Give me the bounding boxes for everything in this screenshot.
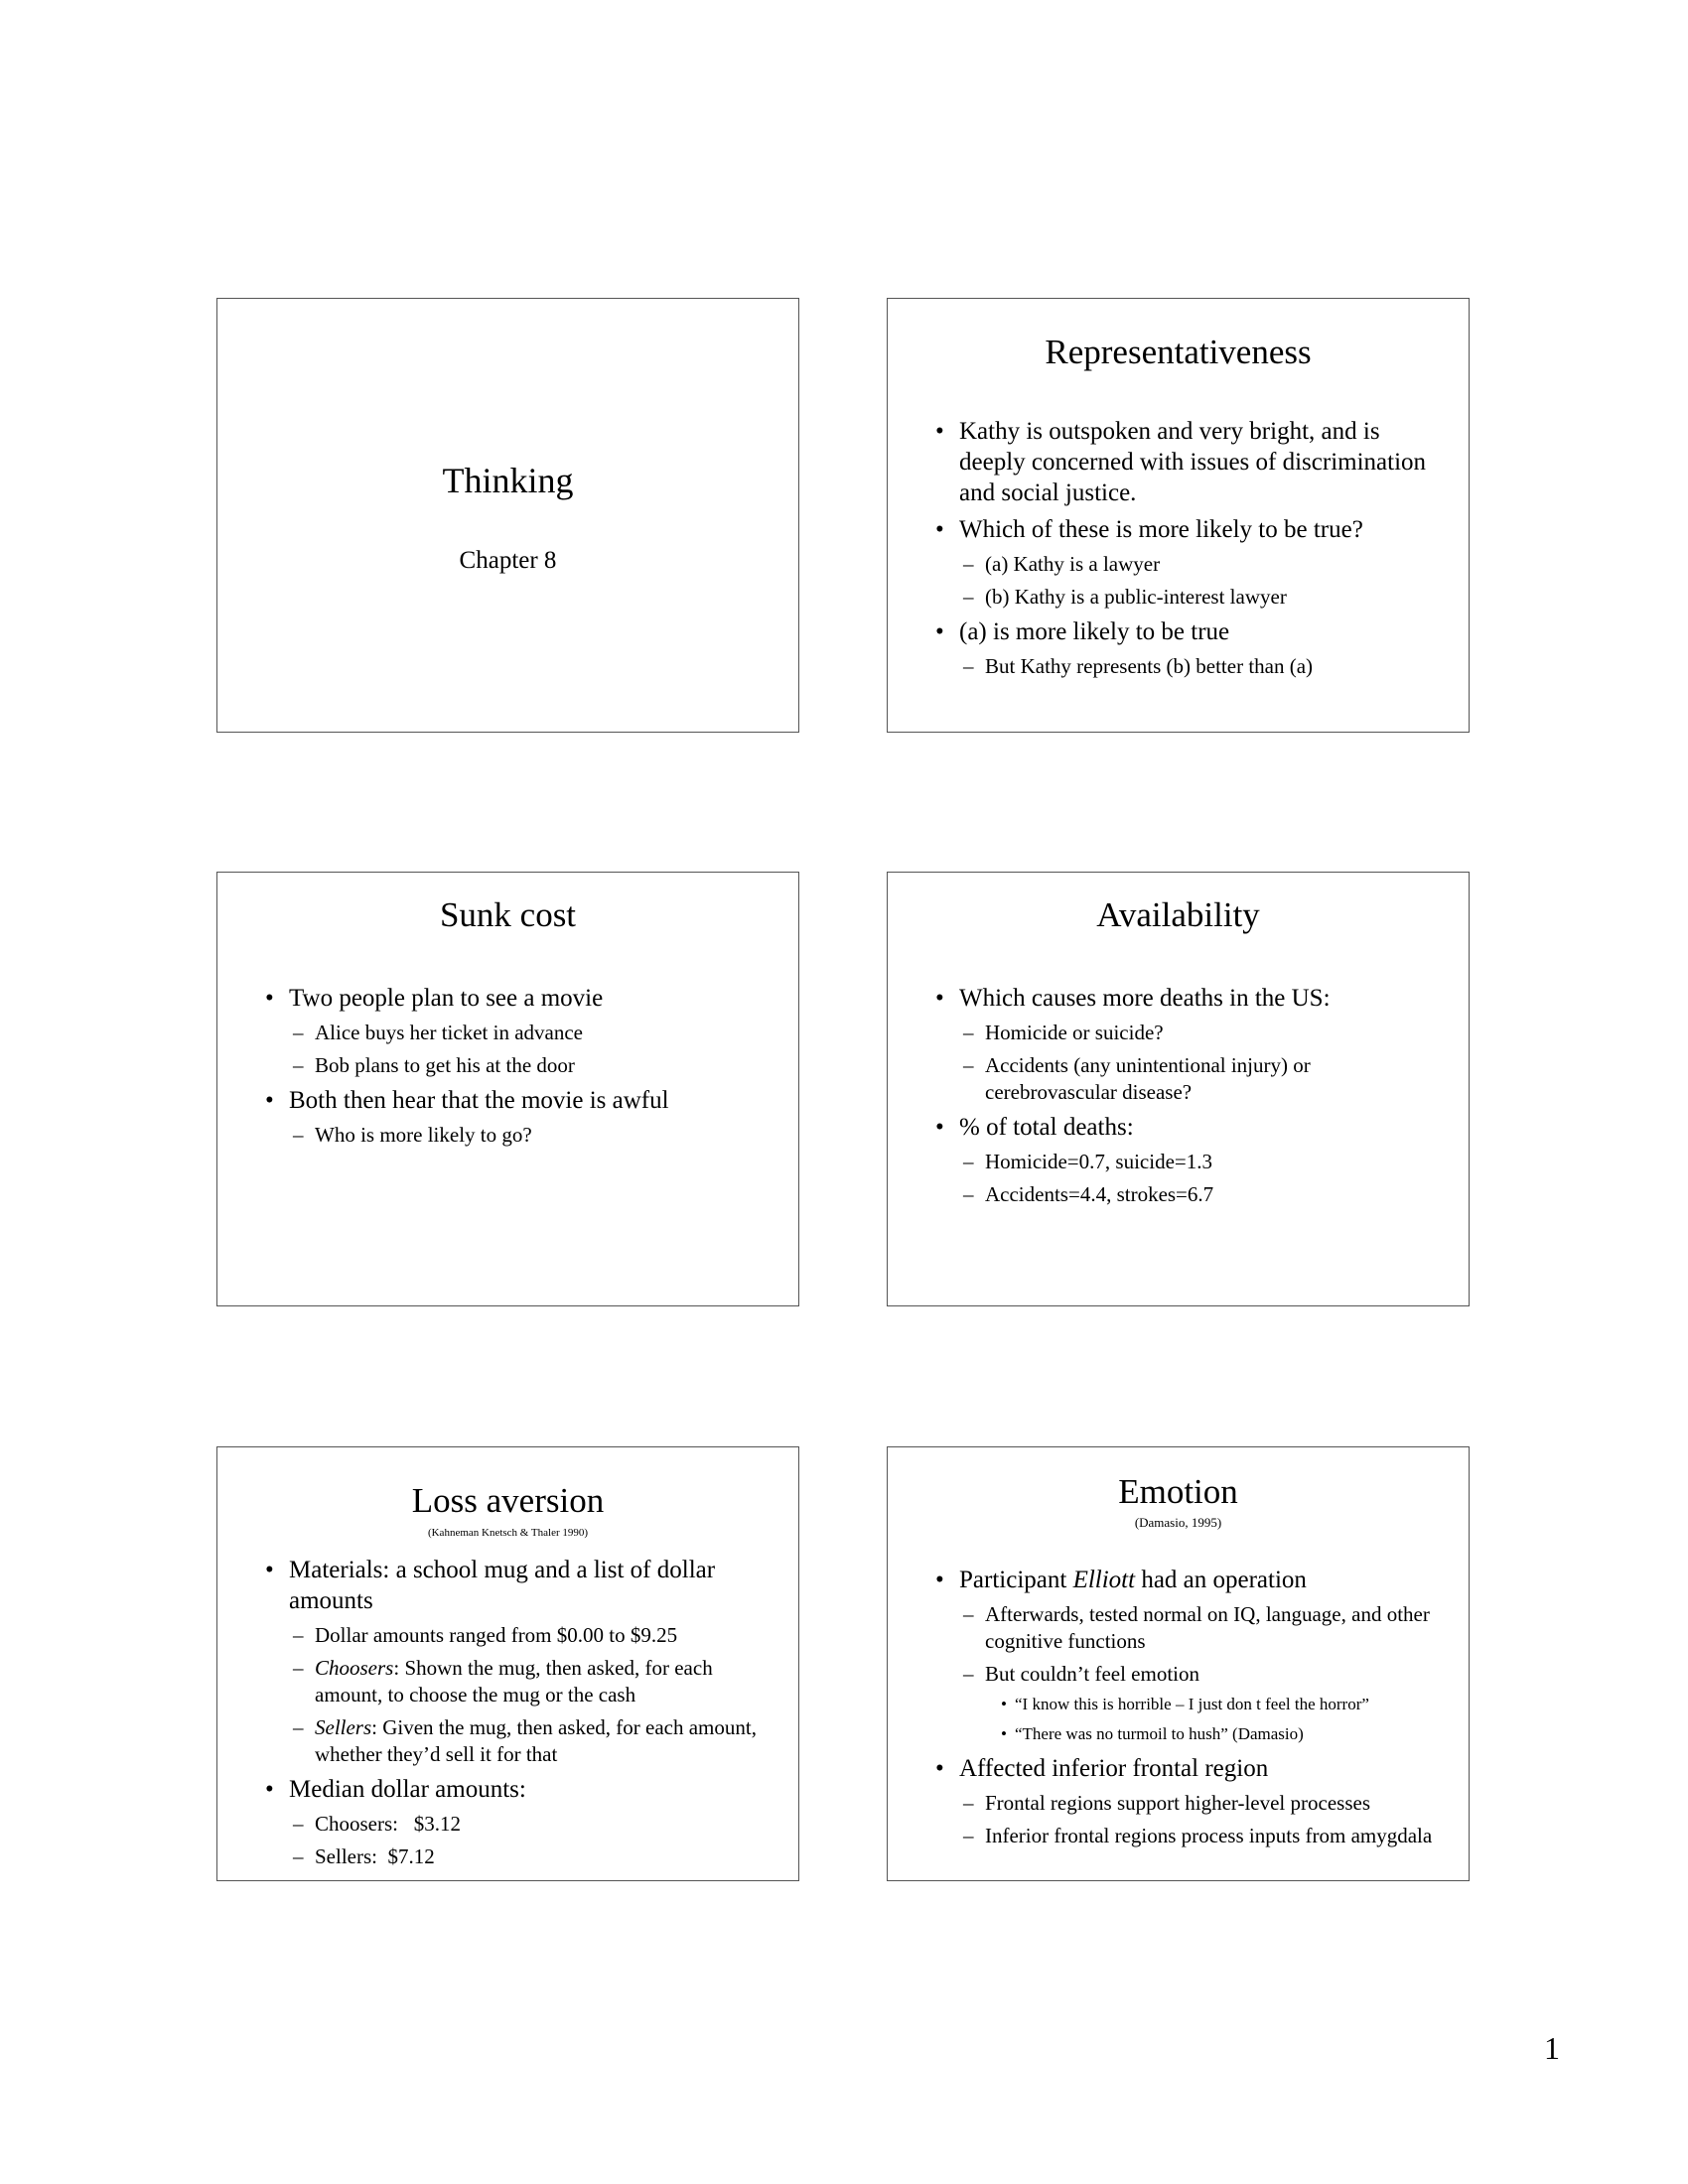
slide-title: Representativeness xyxy=(1045,333,1312,371)
sub-bullet: – But couldn’t feel emotion xyxy=(963,1662,1199,1686)
sub-bullet: – Sellers: Given the mug, then asked, for each amount, whether they’d sell it for that xyxy=(293,1715,757,1766)
bullet: • Median dollar amounts: xyxy=(265,1776,526,1803)
sub-bullet: – (b) Kathy is a public-interest lawyer xyxy=(963,585,1287,609)
sub-bullet: – Homicide=0.7, suicide=1.3 xyxy=(963,1150,1212,1173)
slide-thinking xyxy=(216,298,799,733)
sub-bullet: – Choosers: $3.12 xyxy=(293,1812,461,1836)
slide-body xyxy=(935,1565,1445,1855)
slide-title: Sunk cost xyxy=(439,895,577,934)
sub-bullet: – Afterwards, tested normal on IQ, language, and other cognitive functions xyxy=(963,1602,1430,1653)
slide-title: Emotion xyxy=(1118,1472,1238,1511)
sub-bullet: – Bob plans to get his at the door xyxy=(293,1053,575,1077)
slide-title: Loss aversion xyxy=(411,1481,605,1520)
bullet: • Both then hear that the movie is awful xyxy=(265,1087,669,1114)
slide-title: Availability xyxy=(1096,895,1260,934)
slide-body xyxy=(265,1555,774,1876)
sub-bullet: – (a) Kathy is a lawyer xyxy=(963,552,1161,576)
sub-bullet: – Accidents (any unintentional injury) or cerebrovascular disease? xyxy=(963,1053,1311,1104)
bullet: • Materials: a school mug and a list of dollar amounts xyxy=(265,1557,716,1614)
slide-subtitle: Chapter 8 xyxy=(459,547,557,574)
quote-item: • “There was no turmoil to hush” (Damasio) xyxy=(1001,1724,1304,1743)
slide-title: Thinking xyxy=(442,461,574,500)
slide-body xyxy=(935,416,1445,686)
sub-bullet: – Inferior frontal regions process inputs from amygdala xyxy=(963,1824,1433,1847)
bullet: • Two people plan to see a movie xyxy=(265,985,604,1012)
sub-bullet: – Frontal regions support higher-level processes xyxy=(963,1791,1370,1815)
bullet: • Participant Elliott had an operation xyxy=(935,1567,1307,1593)
slide-sunk-cost xyxy=(216,872,799,1306)
sub-bullet: – Accidents=4.4, strokes=6.7 xyxy=(963,1182,1214,1206)
slide-representativeness xyxy=(887,298,1470,733)
bullet: • (a) is more likely to be true xyxy=(935,618,1230,645)
sub-bullet: – Dollar amounts ranged from $0.00 to $9.25 xyxy=(293,1623,678,1647)
sub-bullet: – Alice buys her ticket in advance xyxy=(293,1021,583,1044)
slide-loss-aversion xyxy=(216,1446,799,1881)
sub-bullet: – Who is more likely to go? xyxy=(293,1123,532,1147)
sub-bullet: – Homicide or suicide? xyxy=(963,1021,1164,1044)
sub-bullet: – Choosers: Shown the mug, then asked, for each amount, to choose the mug or the cash xyxy=(293,1656,713,1706)
slide-body xyxy=(265,983,774,1155)
quote-item: • “I know this is horrible – I just don t feel the horror” xyxy=(1001,1695,1369,1713)
slide-body xyxy=(935,983,1445,1214)
slide-emotion xyxy=(887,1446,1470,1881)
slide-availability xyxy=(887,872,1470,1306)
sub-bullet: – Sellers: $7.12 xyxy=(293,1844,435,1868)
bullet: • Affected inferior frontal region xyxy=(935,1755,1269,1782)
bullet: • Kathy is outspoken and very bright, and is deeply concerned with issues of discrimination and social justice. xyxy=(935,418,1427,506)
page-number: 1 xyxy=(1544,2030,1560,2066)
bullet: • % of total deaths: xyxy=(935,1114,1134,1141)
sub-bullet: – But Kathy represents (b) better than (a) xyxy=(963,654,1314,678)
bullet: • Which causes more deaths in the US: xyxy=(935,985,1331,1012)
slide-citation: (Kahneman Knetsch & Thaler 1990) xyxy=(427,1527,589,1539)
bullet: • Which of these is more likely to be true? xyxy=(935,516,1363,543)
slide-citation: (Damasio, 1995) xyxy=(1134,1515,1222,1530)
